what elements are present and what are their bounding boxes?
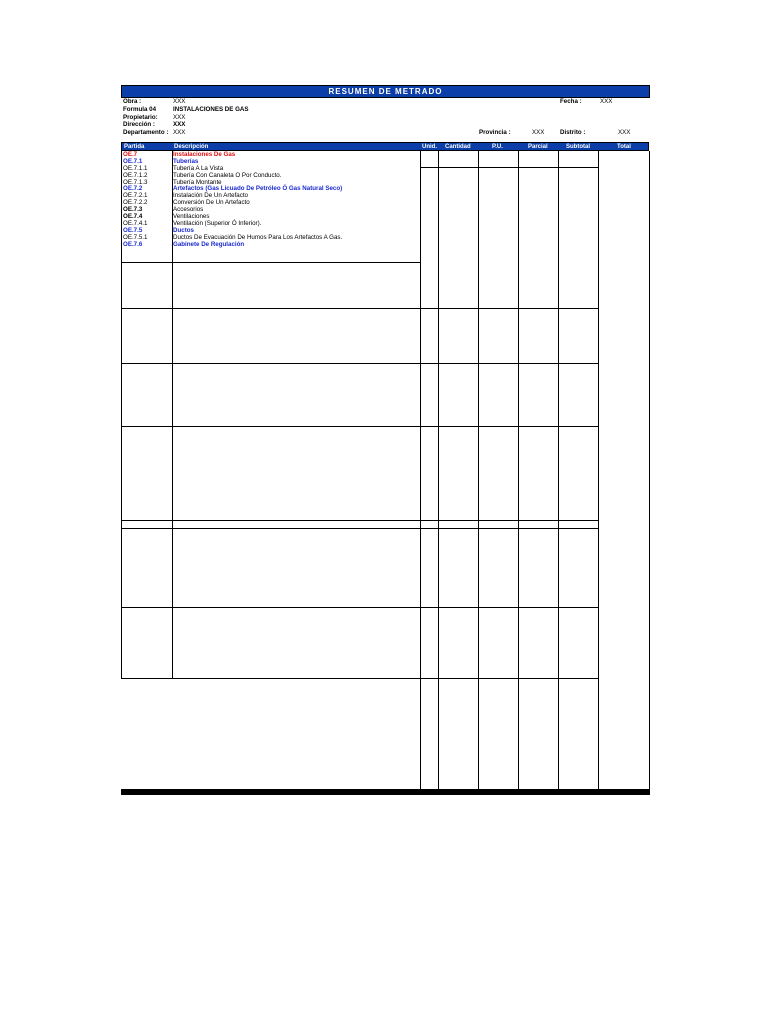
departamento-label: Departamento : xyxy=(123,129,169,136)
partida-code: OE.7.1.3 xyxy=(123,178,148,186)
fecha-label: Fecha : xyxy=(560,98,582,105)
descripcion-text: Accesorios xyxy=(173,206,204,214)
col-descripcion: Descripción xyxy=(174,144,209,150)
descripcion-text: Gabinete De Regulación xyxy=(173,240,245,248)
descripcion-text: Instalación De Un Artefacto xyxy=(173,192,248,200)
col-subtotal: Subtotal xyxy=(566,144,590,150)
descripcion-text: Conversión De Un Artefacto xyxy=(173,199,250,207)
partida-code: OE.7.4 xyxy=(123,213,143,221)
descripcion-text: Instalaciones De Gas xyxy=(173,151,236,158)
col-total: Total xyxy=(617,144,631,150)
partida-code: OE.7.1 xyxy=(123,157,143,165)
fecha-value: XXX xyxy=(600,98,613,105)
partida-code: OE.7.2.2 xyxy=(123,199,148,207)
descripcion-text: Tubería Con Canaleta O Por Conducto. xyxy=(173,171,282,179)
col-unid: Unid. xyxy=(422,144,437,150)
distrito-value: XXX xyxy=(618,129,631,136)
partida-code: OE.7 xyxy=(123,151,138,158)
partida-code: OE.7.5 xyxy=(123,226,143,234)
descripcion-text: Tubería Montante xyxy=(173,178,222,186)
descripcion-text: Ductos De Evacuación De Humos Para Los Artefactos A Gas. xyxy=(173,233,343,241)
direccion-value: XXX xyxy=(173,121,186,128)
partida-code: OE.7.2 xyxy=(123,185,143,193)
descripcion-text: Tubería A La Vista xyxy=(173,164,224,172)
propietario-label: Propietario: xyxy=(123,114,158,121)
partida-code: OE.7.6 xyxy=(123,240,143,248)
descripcion-text: Ventilaciones xyxy=(173,213,210,221)
propietario-value: XXX xyxy=(173,114,186,121)
partida-code: OE.7.3 xyxy=(123,206,143,214)
provincia-label: Provincia : xyxy=(479,129,511,136)
col-cantidad: Cantidad xyxy=(445,144,471,150)
col-partida: Partida xyxy=(124,144,145,150)
partida-code: OE.7.1.2 xyxy=(123,171,148,179)
col-parcial: Parcial xyxy=(528,144,548,150)
descripcion-text: Artefactos (Gas Licuado De Petróleo Ó Gas Natural Seco) xyxy=(173,185,343,193)
formula-value: INSTALACIONES DE GAS xyxy=(173,106,249,113)
descripcion-text: Tuberías xyxy=(173,157,199,165)
direccion-label: Dirección : xyxy=(123,121,155,128)
distrito-label: Distrito : xyxy=(560,129,586,136)
provincia-value: XXX xyxy=(532,129,545,136)
partida-code: OE.7.2.1 xyxy=(123,192,148,200)
partida-code: OE.7.1.1 xyxy=(123,164,148,172)
obra-label: Obra : xyxy=(123,98,142,105)
obra-value: XXX xyxy=(173,98,186,105)
formula-label: Formula 04 xyxy=(123,106,157,113)
report-title: RESUMEN DE METRADO xyxy=(121,85,650,98)
partida-code: OE.7.4.1 xyxy=(123,219,148,227)
col-pu: P.U. xyxy=(492,144,503,150)
departamento-value: XXX xyxy=(173,129,186,136)
descripcion-text: Ventilación (Superior Ó Inferior). xyxy=(173,219,262,227)
partida-code: OE.7.5.1 xyxy=(123,233,148,241)
footer-bar xyxy=(121,789,650,795)
descripcion-text: Ductos xyxy=(173,226,194,234)
table-header xyxy=(121,142,649,151)
